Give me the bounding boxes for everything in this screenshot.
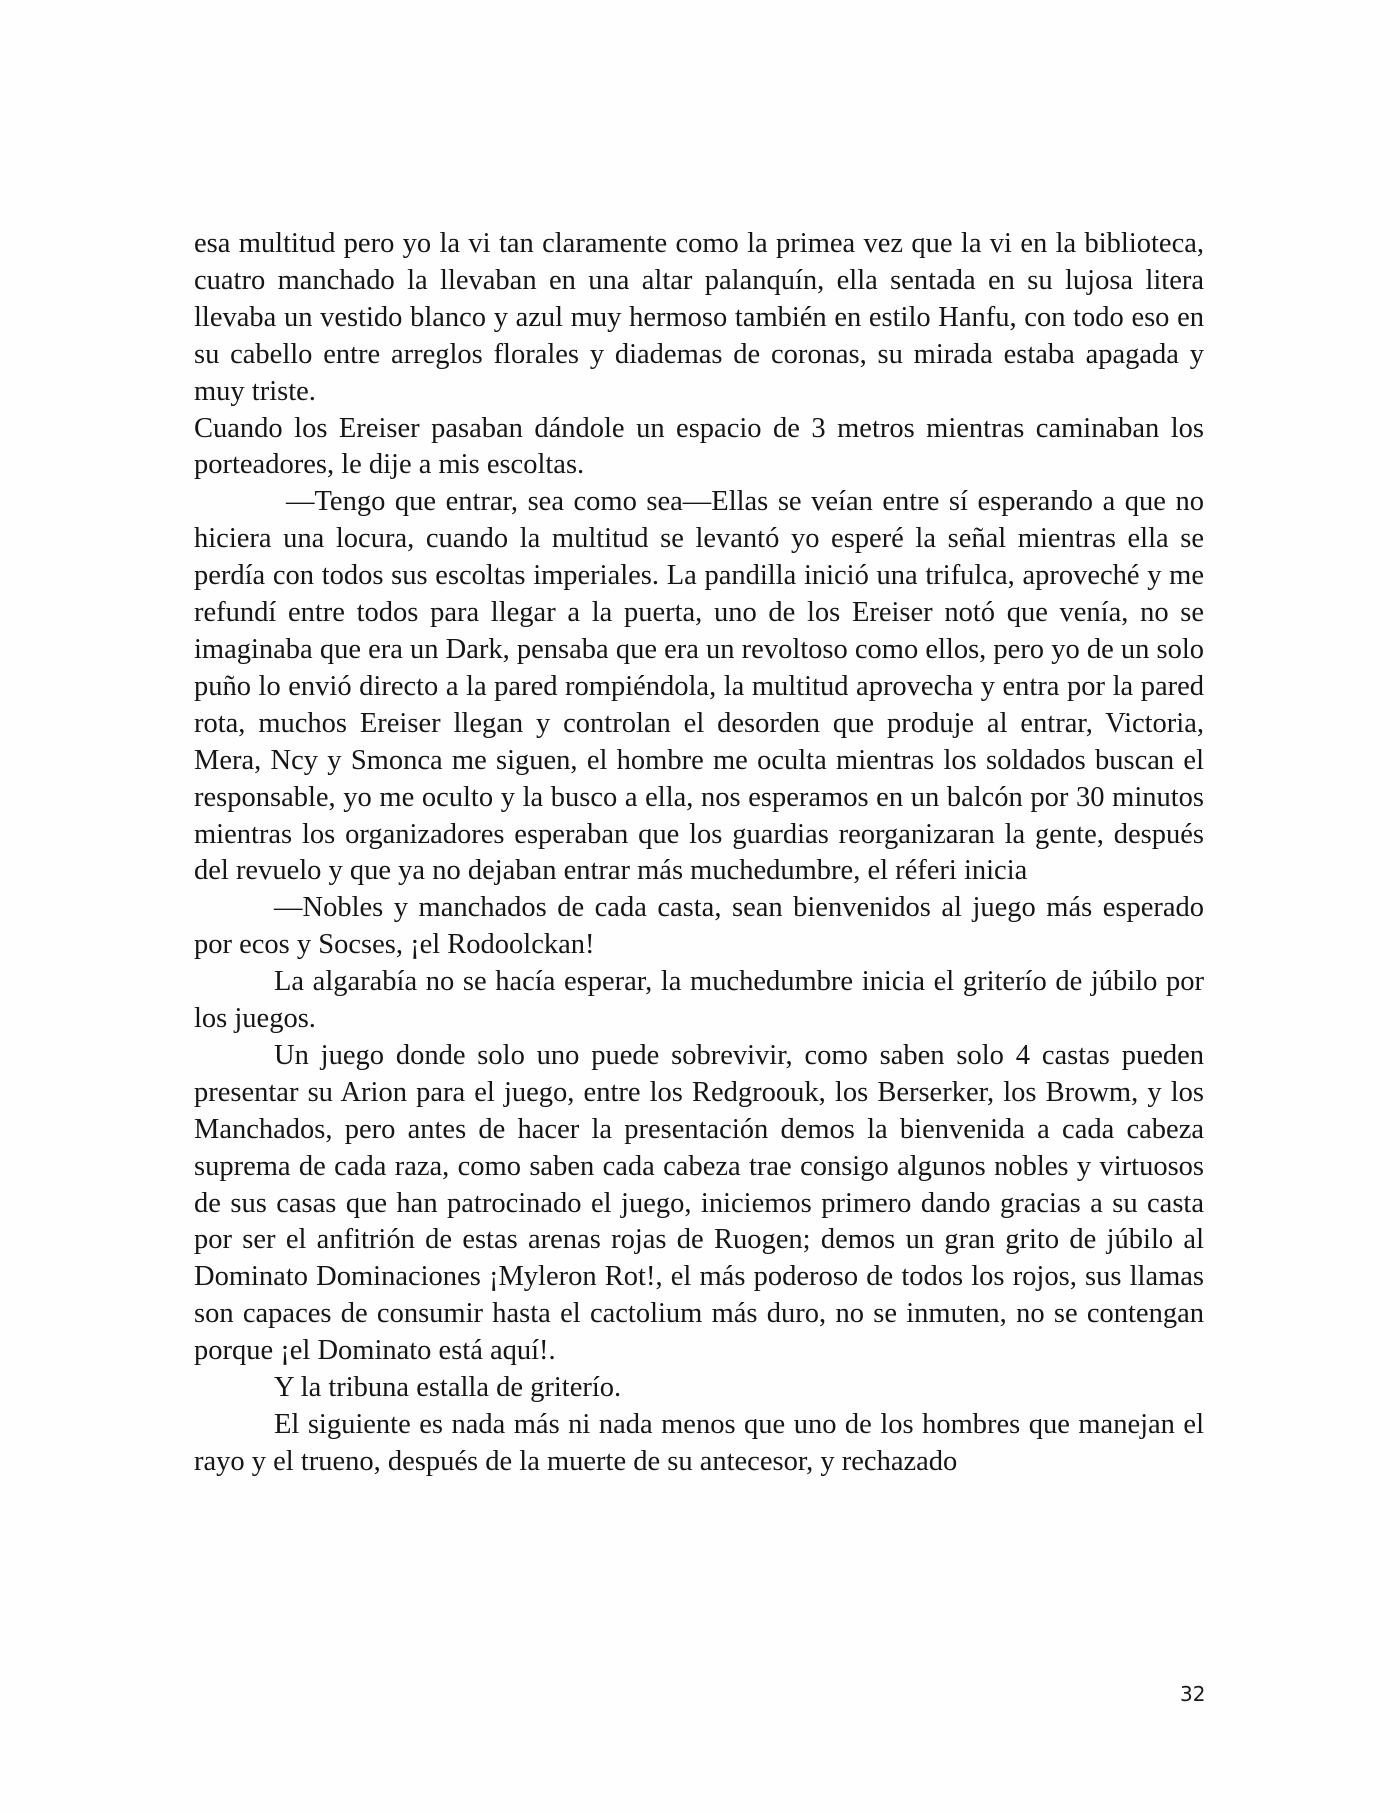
- body-text: [194, 226, 1204, 1481]
- paragraph-siguiente: El siguiente es nada más ni nada menos que uno de los hombres que manejan el rayo y el trueno, después de la muerte de su antecesor, y rechazado: [194, 1409, 1204, 1477]
- paragraph-ereiser: Cuando los Ereiser pasaban dándole un espacio de 3 metros mientras caminaban los porteadores, le dije a mis escoltas.: [194, 412, 1204, 481]
- paragraph-algarabia: La algarabía no se hacía esperar, la muchedumbre inicia el griterío de júbilo por los juegos.: [194, 966, 1204, 1035]
- paragraph-juego: Un juego donde solo uno puede sobrevivir, como saben solo 4 castas pueden presentar su Arion para el juego, entre los Redgroouk, los Berserker, los Browm, y los Manchados, pero antes de hacer la presentación demos la bienvenida a cada cabeza suprema de cada raza, como saben cada cabeza trae consigo algunos nobles y virtuosos de sus casas que han patrocinado el juego, iniciemos primero dando gracias a su casta por ser el anfitrión de estas arenas rojas de Ruogen; demos un gran grito de júbilo al Dominato Dominaciones ¡Myleron Rot!, el más poderoso de todos los rojos, sus llamas son capaces de consumir hasta el cactolium más duro, no se inmuten, no se contengan porque ¡el Dominato está aquí!.: [194, 1039, 1204, 1367]
- paragraph-dialogue-nobles: —Nobles y manchados de cada casta, sean bienvenidos al juego más esperado por ecos y Socses, ¡el Rodoolckan!: [194, 892, 1204, 961]
- page-number: 32: [1180, 1682, 1206, 1706]
- paragraph-continuation: esa multitud pero yo la vi tan claramente como la primea vez que la vi en la biblioteca, cuatro manchado la llevaban en una altar palanquín, ella sentada en su lujosa litera llevaba un vestido blanco y azul muy hermoso también en estilo Hanfu, con todo eso en su cabello entre arreglos florales y diademas de coronas, su mirada estaba apagada y muy triste.: [194, 228, 1204, 407]
- paragraph-tribuna: Y la tribuna estalla de griterío.: [274, 1372, 622, 1404]
- paragraph-dialogue-entrar: —Tengo que entrar, sea como sea—Ellas se veían entre sí esperando a que no hiciera una locura, cuando la multitud se levantó yo esperé la señal mientras ella se perdía con todos sus escoltas imperiales. La pandilla inició una trifulca, aproveché y me refundí entre todos para llegar a la puerta, uno de los Ereiser notó que venía, no se imaginaba que era un Dark, pensaba que era un revoltoso como ellos, pero yo de un solo puño lo envió directo a la pared rompiéndola, la multitud aprovecha y entra por la pared rota, muchos Ereiser llegan y controlan el desorden que produje al entrar, Victoria, Mera, Ncy y Smonca me siguen, el hombre me oculta mientras los soldados buscan el responsable, yo me oculto y la busco a ella, nos esperamos en un balcón por 30 minutos mientras los organizadores esperaban que los guardias reorganizaran la gente, después del revuelo y que ya no dejaban entrar más muchedumbre, el réferi inicia: [194, 486, 1204, 887]
